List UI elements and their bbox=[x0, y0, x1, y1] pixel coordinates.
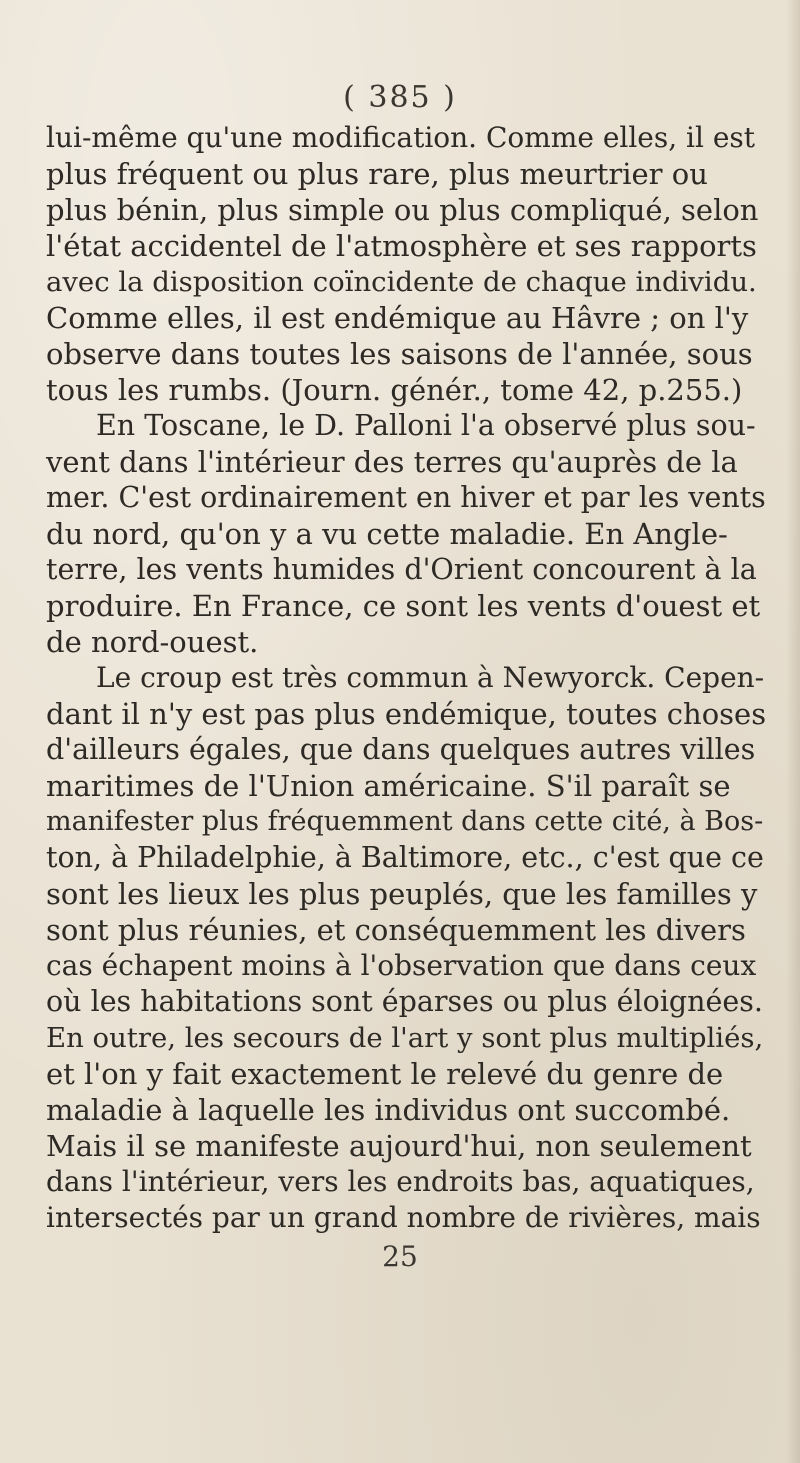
text-line: cas échapent moins à l'observation que dans ceux bbox=[46, 949, 757, 982]
text-line: plus bénin, plus simple ou plus compliqué, selon bbox=[46, 193, 759, 227]
text-line: Comme elles, il est endémique au Hâvre ; on l'y bbox=[46, 301, 749, 335]
text-line: d'ailleurs égales, que dans quelques autres villes bbox=[46, 733, 756, 766]
text-line: En Toscane, le D. Palloni l'a observé plus sou- bbox=[96, 409, 756, 442]
text-line: plus fréquent ou plus rare, plus meurtrier ou bbox=[46, 157, 708, 191]
page-number: ( 385 ) bbox=[343, 80, 457, 115]
text-line: intersectés par un grand nombre de rivières, mais bbox=[46, 1201, 761, 1234]
text-line: terre, les vents humides d'Orient concourent à la bbox=[46, 553, 757, 586]
text-line: Mais il se manifeste aujourd'hui, non seulement bbox=[46, 1129, 752, 1163]
text-line: dant il n'y est pas plus endémique, toutes choses bbox=[46, 697, 767, 731]
text-line: tous les rumbs. (Journ. génér., tome 42, p.255.) bbox=[46, 373, 743, 407]
text-line: produire. En France, ce sont les vents d'ouest et bbox=[46, 589, 761, 623]
text-line: maladie à laquelle les individus ont succombé. bbox=[46, 1093, 731, 1127]
text-line: Le croup est très commun à Newyorck. Cepen- bbox=[96, 661, 765, 694]
text-line: et l'on y fait exactement le relevé du genre de bbox=[46, 1057, 724, 1091]
text-line: vent dans l'intérieur des terres qu'auprès de la bbox=[46, 445, 738, 479]
text-line: lui-même qu'une modification. Comme elles, il est bbox=[46, 121, 756, 154]
text-line: maritimes de l'Union américaine. S'il paraît se bbox=[46, 769, 731, 803]
text-line: avec la disposition coïncidente de chaque individu. bbox=[46, 266, 757, 298]
text-line: ton, à Philadelphie, à Baltimore, etc., c'est que ce bbox=[46, 841, 764, 874]
text-line: de nord-ouest. bbox=[46, 625, 259, 659]
text-line: du nord, qu'on y a vu cette maladie. En Angle- bbox=[46, 517, 728, 551]
text-line: l'état accidentel de l'atmosphère et ses rapports bbox=[46, 229, 757, 263]
text-line: où les habitations sont éparses ou plus éloignées. bbox=[46, 985, 763, 1018]
text-line: manifester plus fréquemment dans cette cité, à Bos- bbox=[46, 806, 764, 837]
text-line: sont les lieux les plus peuplés, que les familles y bbox=[46, 877, 758, 911]
text-line: En outre, les secours de l'art y sont plus multipliés, bbox=[46, 1022, 764, 1054]
text-line: observe dans toutes les saisons de l'année, sous bbox=[46, 337, 753, 371]
signature-mark: 25 bbox=[382, 1240, 418, 1273]
text-line: dans l'intérieur, vers les endroits bas, aquatiques, bbox=[46, 1165, 755, 1198]
text-line: mer. C'est ordinairement en hiver et par les vents bbox=[46, 481, 766, 514]
text-line: sont plus réunies, et conséquemment les divers bbox=[46, 913, 746, 947]
